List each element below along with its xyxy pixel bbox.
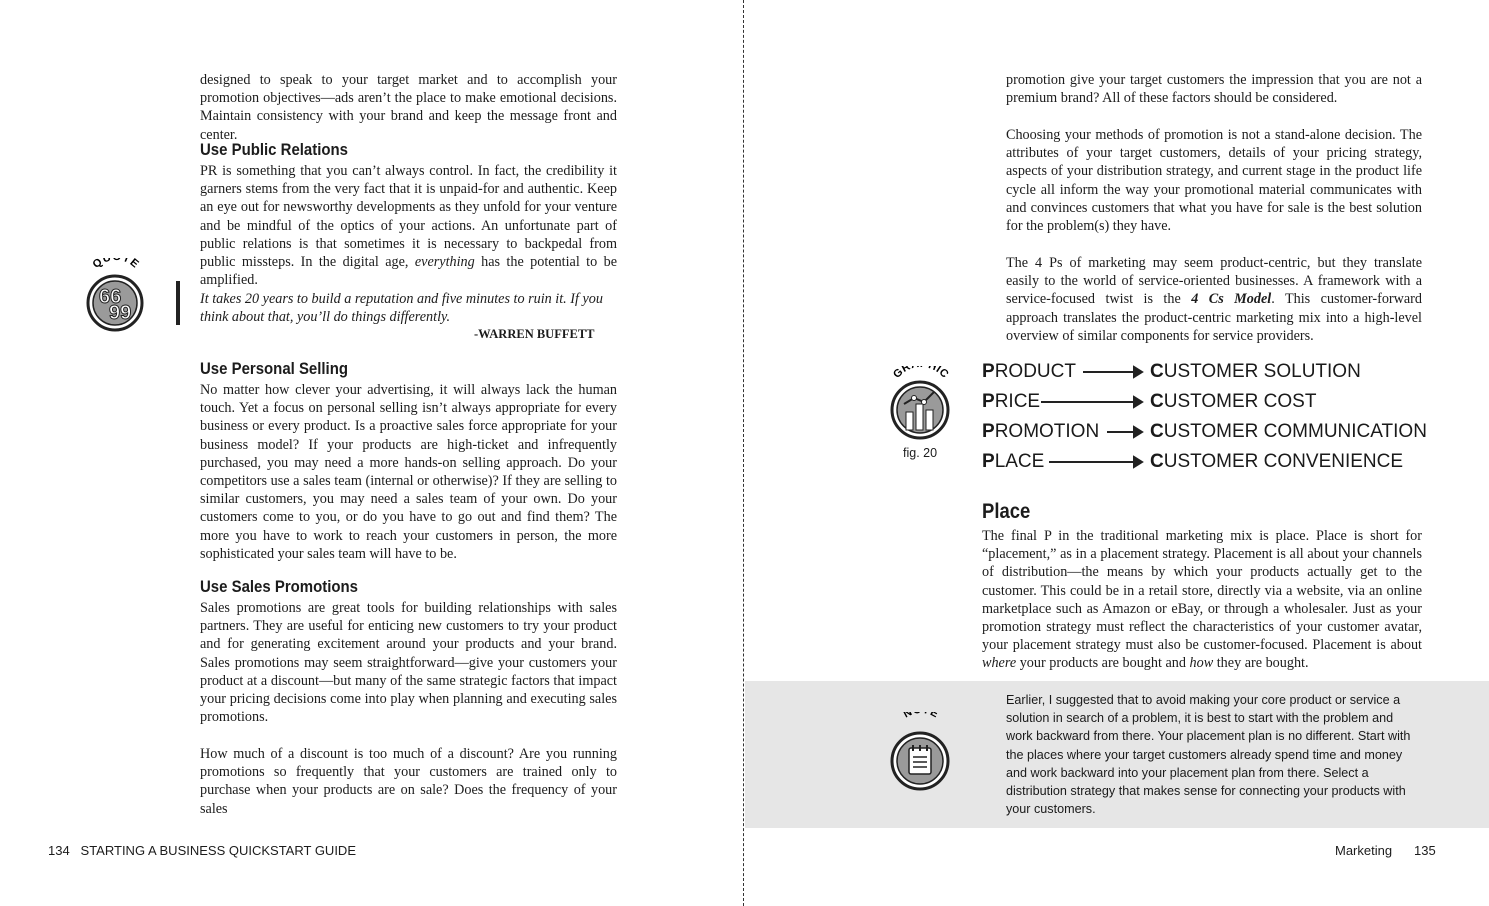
mix-row-c: CUSTOMER COMMUNICATION: [1150, 421, 1427, 442]
quote-bar: [176, 281, 180, 325]
svg-text:GRAPHIC: GR HIC: [891, 366, 952, 381]
fig-label: fig. 20: [903, 446, 938, 460]
note-text: Earlier, I suggested that to avoid making your core product or service a solution in search of a problem, it is best to start with the problem and work backward from there. Your placement plan is no different. Start with the places where your target customers already spend time and money and work backward into your placement plan from there. Select a distribution strategy that makes sense for connecting your products with your customers.: [1006, 693, 1411, 817]
quote-badge: [82, 258, 148, 334]
svg-text:NOTE: N E: [901, 712, 941, 721]
quote-author: -WARREN BUFFETT: [474, 327, 595, 341]
svg-text:99: 99: [109, 302, 132, 324]
note-badge: [886, 712, 956, 792]
mix-row: PRICE: [982, 391, 1041, 412]
page-divider: [743, 0, 744, 906]
heading-sales-promotions: Use Sales Promotions: [200, 577, 358, 596]
chart-icon: [886, 366, 956, 446]
heading-personal-selling: Use Personal Selling: [200, 359, 349, 378]
heading-place: Place: [982, 500, 1031, 523]
arrow-icon: [1134, 367, 1142, 377]
mix-row: PRODUCT: [982, 361, 1076, 382]
quote-text: It takes 20 years to build a reputation and five minutes to ruin it. If you think about that, you’ll do things differently.: [200, 291, 603, 326]
mix-row: PLACE: [982, 451, 1045, 472]
sp-paragraph-2: How much of a discount is too much of a discount? Are you running promotions so frequently that your customers are trained only to purchase when your products are on sale? Does the frequency of your sales: [200, 746, 617, 817]
notepad-icon: [886, 712, 956, 792]
arrow-icon: [1134, 427, 1142, 437]
place-paragraph: The final P in the traditional marketing mix is place. Place is short for “placement,” as in a placement strategy. Placement is all about your channels of distribution—the means by which your products actually get to the customer. This could be in a retail store, directly via a website, via an online marketplace such as Amazon or eBay, or through a wholesaler. Just as your promotion strategy must reflect the characteristics of your customer avatar, your placement strategy must also be customer-focused. Placement is about where your products are bought and how they are bought.: [982, 528, 1422, 672]
right-para-2: Choosing your methods of promotion is not a stand-alone decision. The attributes of your target customers, details of your pricing strategy, aspects of your distribution strategy, and current stage in the product life cycle all inform the way your promotional material communicates with and convinces customers that what you have for sale is the best solution for the problem(s) they have.: [1006, 127, 1422, 235]
ps-paragraph: No matter how clever your advertising, it will always lack the human touch. Yet a focus on personal selling isn’t always appropriate for every business or every product. Is a proactive sales force appropriate for your business model? If your products are high-ticket and infrequently purchased, you may need a more hands-on selling approach. Do your competitors use a sales team (internal or otherwise)? If they are selling to similar customers, you may need a sales team of your own. Do your customers come to you, or do you have to go out and find them? The more you have to work to reach your customers in person, the more sophisticated your sales team will have to be.: [200, 382, 617, 562]
svg-text:QUOTE: QU TE: [90, 258, 142, 271]
mix-row-c: CUSTOMER CONVENIENCE: [1150, 451, 1404, 472]
sp-paragraph: Sales promotions are great tools for building relationships with sales partners. They are useful for enticing new customers to try your product and for generating excitement around your products and your brand. Sales promotions may seem straightforward—give your customers your product at a discount—but many of the same strategic factors that impact your pricing decisions come into play when planning and executing sales promotions.: [200, 600, 617, 726]
left-footer: 134 STARTING A BUSINESS QUICKSTART GUIDE: [48, 843, 356, 858]
mix-row: PROMOTION: [982, 421, 1100, 442]
heading-public-relations: Use Public Relations: [200, 140, 348, 159]
right-para-1: promotion give your target customers the impression that you are not a premium brand? All of these factors should be considered.: [1006, 72, 1422, 107]
right-footer-page: 135: [1414, 843, 1436, 858]
mix-row-c: CUSTOMER SOLUTION: [1150, 361, 1361, 382]
intro-paragraph: designed to speak to your target market and to accomplish your promotion objectives—ads aren’t the place to make emotional decisions. Maintain consistency with your brand and keep the message front and center.: [200, 72, 617, 143]
right-footer-section: Marketing: [1335, 843, 1393, 858]
quote-icon: [82, 258, 148, 334]
arrow-icon: [1134, 457, 1142, 467]
arrow-icon: [1134, 397, 1142, 407]
svg-text:66: 66: [99, 286, 122, 308]
mix-arrows: [1030, 360, 1150, 480]
right-para-3: The 4 Ps of marketing may seem product-centric, but they translate easily to the world of service-oriented businesses. A framework with a service-focused twist is the 4 Cs Model. This customer-forward approach translates the product-centric marketing mix into a high-level overview of similar components for service providers.: [1006, 255, 1422, 344]
mix-row-c: CUSTOMER COST: [1150, 391, 1317, 412]
pr-paragraph: PR is something that you can’t always control. In fact, the credibility it garners stems from the very fact that it is unpaid-for and authentic. Keep an eye out for newsworthy developments as they unfold for your venture and be mindful of the optics of your actions. An unfortunate part of public relations is that sometimes it is necessary to backpedal from public missteps. In the digital age, everything has the potential to be amplified.: [200, 163, 617, 289]
graphic-badge: [886, 366, 956, 446]
